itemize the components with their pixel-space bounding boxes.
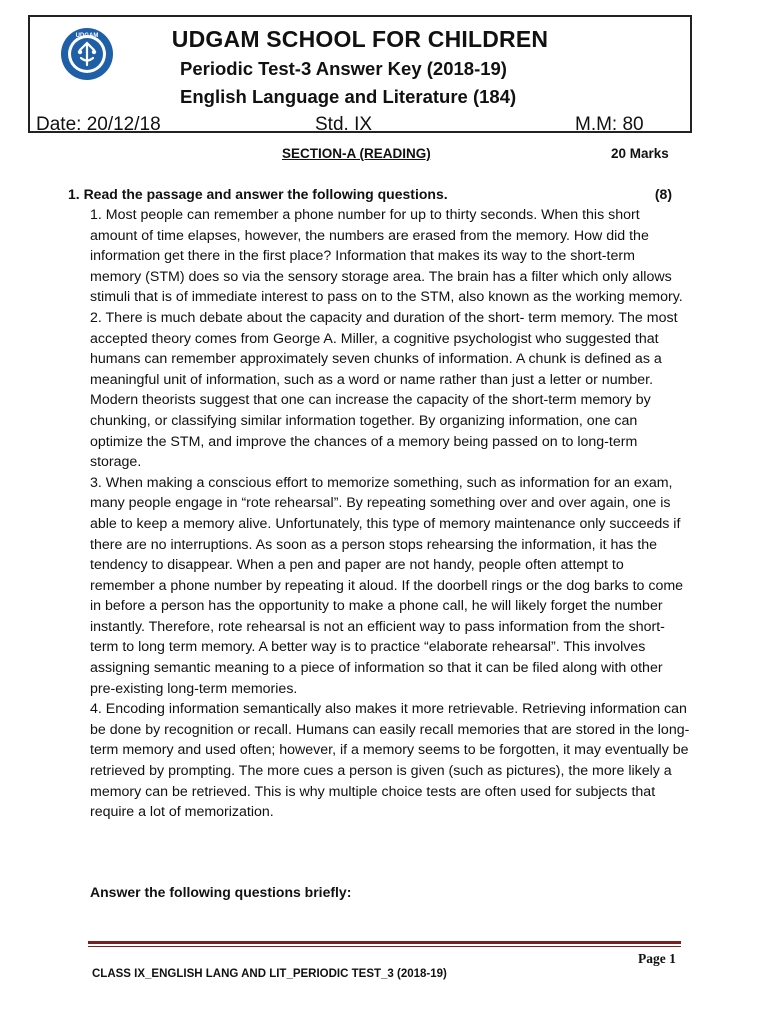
logo-text: UDGAM xyxy=(75,33,99,39)
reading-passage xyxy=(90,205,690,823)
passage-paragraph-3: 3. When making a conscious effort to memorize something, such as information for an exam, many people engage in “rote rehearsal”. By repeating something over and over again, one is able to keep a memory alive. Unfortunately, this type of memory maintenance only succeeds if there are no interruptions. As soon as a person stops rehearsing the information, it has the tendency to disappear. When a pen and paper are not handy, people often attempt to remember a phone number by repeating it aloud. If the doorbell rings or the dog barks to come in before a person has the opportunity to make a phone call, he will likely forget the number instantly. Therefore, rote rehearsal is not an efficient way to pass information from the short-term to long term memory. A better way is to practice “elaborate rehearsal”. This involves assigning semantic meaning to a piece of information so that it can be filed along with other pre-existing long-term memories. xyxy=(90,474,684,697)
test-title: Periodic Test-3 Answer Key (2018-19) xyxy=(180,58,507,79)
section-marks: 20 Marks xyxy=(611,146,669,161)
footer-text: CLASS IX_ENGLISH LANG AND LIT_PERIODIC TEST_3 (2018-19) xyxy=(92,968,447,980)
meta-row xyxy=(30,114,694,136)
answer-prompt: Answer the following questions briefly: xyxy=(90,884,352,900)
subject-title: English Language and Literature (184) xyxy=(180,86,517,107)
footer-rule xyxy=(88,941,681,944)
header-box xyxy=(28,15,692,133)
question-text: 1. Read the passage and answer the following questions. xyxy=(68,186,448,202)
max-marks-label: M.M: 80 xyxy=(575,114,644,135)
std-label: Std. IX xyxy=(315,114,373,135)
question-1 xyxy=(68,186,672,202)
date-label: Date: 20/12/18 xyxy=(36,114,161,135)
passage-paragraph-4: 4. Encoding information semantically also makes it more retrievable. Retrieving information can be done by recognition or recall. Humans can easily recall memories that are stored in the long-term memory and used often; however, if a memory seems to be forgotten, it may eventually be retrieved by prompting. The more cues a person is given (such as pictures), the more likely a memory can be retrieved. This is why multiple choice tests are often used for subjects that require a lot of memorization. xyxy=(90,701,690,821)
section-heading: SECTION-A (READING) xyxy=(282,146,431,161)
footer-rule-thin xyxy=(88,946,681,947)
page-number: Page 1 xyxy=(638,951,676,966)
school-name: UDGAM SCHOOL FOR CHILDREN xyxy=(171,26,549,52)
question-marks: (8) xyxy=(654,186,672,202)
passage-paragraph-1: 1. Most people can remember a phone number for up to thirty seconds. When this short amount of time elapses, however, the numbers are erased from the memory. How did the information get there in the first place? Information that makes its way to the short-term memory (STM) does so via the sensory storage area. The brain has a filter which only allows stimuli that is of immediate interest to pass on to the STM, also known as the working memory. xyxy=(90,207,683,306)
passage-paragraph-2: 2. There is much debate about the capacity and duration of the short- term memory. The most accepted theory comes from George A. Miller, a cognitive psychologist who suggested that humans can remember approximately seven chunks of information. A chunk is defined as a meaningful unit of information, such as a word or name rather than just a letter or number. Modern theorists suggest that one can increase the capacity of the short-term memory by chunking, or classifying similar information together. By organizing information, one can optimize the STM, and improve the chances of a memory being passed on to long-term storage. xyxy=(90,309,678,471)
